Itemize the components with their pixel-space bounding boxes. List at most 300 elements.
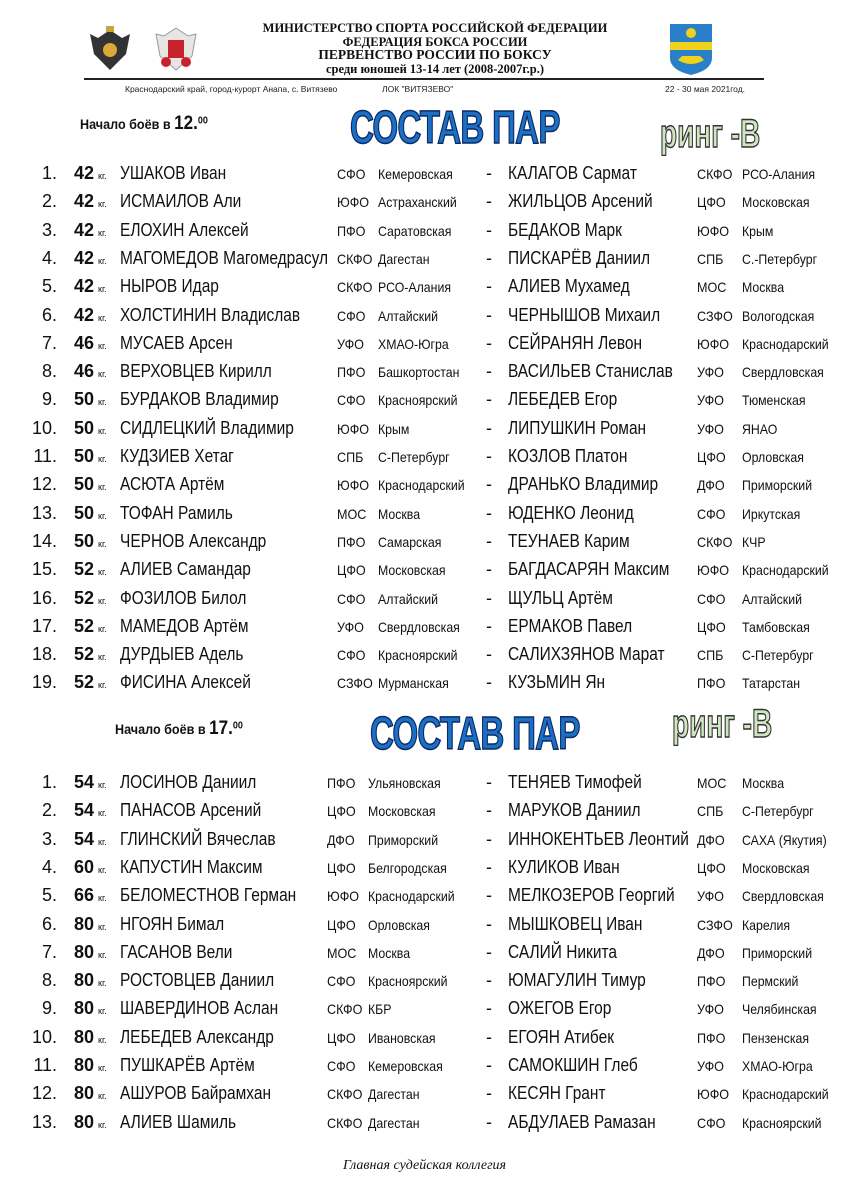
district-blue: ЦФО [697,859,726,876]
row-number: 15. [31,559,57,580]
pair-row [0,885,849,911]
region-blue: Алтайский [742,590,802,607]
district-red: СФО [337,590,366,607]
boxer-blue: ПИСКАРЁВ Даниил [508,247,651,268]
weight-class: 52 кг. [74,615,107,636]
district-red: СЗФО [337,675,373,692]
district-blue: УФО [697,364,724,381]
boxer-red: УШАКОВ Иван [120,163,227,183]
pair-row [0,970,849,996]
versus-dash: - [486,219,492,240]
region-red: Кемеровская [368,1058,443,1074]
district-blue: ЮФО [697,222,730,239]
start-time-label: Начало боёв в 17.00 [115,718,243,739]
versus-dash: - [486,828,492,849]
row-number: 11. [33,446,57,466]
weight-class: 42 кг. [74,304,107,325]
district-red: УФО [337,335,364,352]
pair-row [0,446,849,472]
region-blue: Орловская [742,449,804,465]
pair-row [0,942,849,968]
boxer-blue: БАГДАСАРЯН Максим [508,559,670,580]
versus-dash: - [486,800,492,821]
region-red: Ульяновская [368,775,441,791]
region-blue: Краснодарский [742,335,829,352]
district-red: СФО [337,166,366,182]
row-number: 10. [31,417,57,438]
boxer-blue: ВАСИЛЬЕВ Станислав [508,361,673,382]
versus-dash: - [486,1055,492,1075]
boxer-red: ГЛИНСКИЙ Вячеслав [120,828,276,849]
region-blue: Карелия [742,916,791,933]
district-red: ЦФО [327,1029,356,1046]
boxer-red: ШАВЕРДИНОВ Аслан [120,998,279,1019]
boxer-blue: ТЕНЯЕВ Тимофей [508,772,642,792]
district-red: ЦФО [337,562,366,579]
weight-class: 46 кг. [74,332,107,353]
weight-class: 50 кг. [74,530,107,551]
boxer-blue: КОЗЛОВ Платон [508,446,628,466]
row-number: 18. [31,644,57,665]
row-number: 5. [41,885,57,906]
boxer-blue: КУЛИКОВ Иван [508,856,620,877]
row-number: 8. [41,970,57,991]
pair-row [0,163,849,189]
boxer-red: ЛОСИНОВ Даниил [120,772,257,792]
row-number: 2. [41,800,57,821]
boxer-blue: БЕДАКОВ Марк [508,219,622,240]
age-group: среди юношей 13-14 лет (2008-2007г.р.) [325,62,545,76]
district-red: МОС [337,505,367,522]
district-blue: УФО [697,392,724,409]
region-red: Дагестан [368,1086,420,1103]
weight-class: 52 кг. [74,644,107,665]
boxer-blue: ЧЕРНЫШОВ Михаил [508,304,661,325]
boxer-blue: ЕРМАКОВ Павел [508,615,633,636]
district-blue: СПБ [697,803,724,820]
district-blue: СКФО [697,533,733,550]
russia-coat-of-arms-logo [88,24,132,72]
federation-title: ФЕДЕРАЦИЯ БОКСА РОССИИ [342,35,528,49]
dates: 22 - 30 мая 2021год. [665,84,746,94]
pair-row [0,914,849,940]
region-blue: Краснодарский [742,1086,829,1103]
boxing-federation-logo [152,24,200,72]
pair-row [0,616,849,642]
versus-dash: - [486,276,492,297]
district-red: СФО [337,392,366,409]
weight-class: 42 кг. [74,247,107,268]
region-blue: ЯНАО [742,420,778,437]
region-red: ХМАО-Югра [378,335,449,352]
header-divider [84,78,764,80]
district-red: СФО [327,973,356,990]
row-number: 17. [31,615,57,636]
weight-class: 54 кг. [74,828,107,849]
region-blue: Приморский [742,477,813,494]
weight-class: 50 кг. [74,446,107,466]
boxer-red: ХОЛСТИНИН Владислав [120,304,301,325]
ring-label: ринг -В [672,702,773,746]
region-red: Белгородская [368,859,447,876]
district-red: СКФО [337,250,373,267]
weight-class: 80 кг. [74,1111,107,1132]
versus-dash: - [486,998,492,1019]
row-number: 11. [33,1055,57,1075]
district-red: ЦФО [327,859,356,876]
boxer-red: ЛЕБЕДЕВ Александр [120,1026,274,1047]
boxer-blue: КУЗЬМИН Ян [508,672,606,693]
boxer-blue: ИННОКЕНТЬЕВ Леонтий [508,828,689,849]
boxer-blue: САЛИХЗЯНОВ Марат [508,644,665,665]
boxer-red: СИДЛЕЦКИЙ Владимир [120,417,294,438]
weight-class: 66 кг. [74,885,107,906]
region-red: Орловская [368,916,430,933]
row-number: 3. [41,828,57,849]
weight-class: 80 кг. [74,1055,107,1075]
region-blue: Пермский [742,973,799,990]
row-number: 14. [31,530,57,551]
pair-row [0,220,849,246]
district-red: ЮФО [337,194,370,211]
region-blue: Пензенская [742,1029,810,1046]
row-number: 4. [41,856,57,877]
boxer-red: ПУШКАРЁВ Артём [120,1055,255,1075]
boxer-blue: ЛИПУШКИН Роман [508,417,647,438]
pair-row [0,418,849,444]
region-blue: ХМАО-Югра [742,1058,813,1074]
pair-row [0,1112,849,1138]
region-red: Астраханский [378,194,457,211]
region-red: Саратовская [378,222,452,239]
pair-row [0,998,849,1024]
boxer-red: ПАНАСОВ Арсений [120,800,262,821]
weight-class: 52 кг. [74,559,107,580]
district-red: СФО [327,1058,356,1074]
boxer-blue: ДРАНЬКО Владимир [508,474,659,495]
region-blue: Москва [742,279,785,296]
boxer-red: ВЕРХОВЦЕВ Кирилл [120,361,272,382]
versus-dash: - [486,644,492,665]
region-blue: Тамбовская [742,618,810,635]
row-number: 12. [31,1083,57,1104]
versus-dash: - [486,885,492,906]
boxer-blue: САЛИЙ Никита [508,941,617,962]
weight-class: 52 кг. [74,672,107,693]
versus-dash: - [486,389,492,410]
row-number: 1. [41,163,57,183]
pair-row [0,1027,849,1053]
ministry-title: МИНИСТЕРСТВО СПОРТА РОССИЙСКОЙ ФЕДЕРАЦИИ [262,21,608,35]
boxer-blue: ЖИЛЬЦОВ Арсений [508,191,653,212]
district-blue: ПФО [697,675,726,692]
district-blue: ДФО [697,831,725,848]
pair-row [0,1055,849,1081]
boxer-blue: ЮМАГУЛИН Тимур [508,970,646,991]
district-red: СКФО [327,1086,363,1103]
district-blue: СКФО [697,166,733,182]
boxer-blue: ТЕУНАЕВ Карим [508,530,630,551]
weight-class: 80 кг. [74,1026,107,1047]
pair-row [0,829,849,855]
versus-dash: - [486,672,492,693]
district-blue: ПФО [697,973,726,990]
row-number: 7. [41,332,57,353]
region-red: РСО-Алания [378,279,452,296]
region-red: Крым [378,420,410,437]
versus-dash: - [486,446,492,466]
region-red: Москва [378,505,421,522]
boxer-red: АШУРОВ Байрамхан [120,1083,272,1104]
boxer-red: КУДЗИЕВ Хетаг [120,446,234,466]
district-red: ПФО [327,775,356,791]
district-blue: ПФО [697,1029,726,1046]
pair-row [0,361,849,387]
district-blue: МОС [697,775,727,791]
district-red: ЦФО [327,803,356,820]
region-blue: РСО-Алания [742,166,816,182]
region-red: Красноярский [378,647,458,664]
region-red: Краснодарский [368,888,455,905]
region-blue: Вологодская [742,307,815,324]
boxer-red: ДУРДЫЕВ Адель [120,644,244,665]
weight-class: 80 кг. [74,998,107,1019]
district-blue: ЦФО [697,618,726,635]
boxer-blue: КАЛАГОВ Сармат [508,163,637,183]
region-blue: Тюменская [742,392,806,409]
region-red: Свердловская [378,618,460,635]
row-number: 6. [41,913,57,934]
district-red: СКФО [327,1114,363,1131]
row-number: 9. [41,389,57,410]
pair-row [0,531,849,557]
boxer-blue: ОЖЕГОВ Егор [508,998,612,1019]
boxer-blue: ЕГОЯН Атибек [508,1026,614,1047]
pair-row [0,333,849,359]
boxer-blue: МАРУКОВ Даниил [508,800,641,821]
region-blue: Татарстан [742,675,801,692]
district-blue: СФО [697,1114,726,1131]
pair-row [0,857,849,883]
boxer-blue: АЛИЕВ Мухамед [508,276,630,297]
boxer-red: КАПУСТИН Максим [120,856,263,877]
row-number: 1. [41,772,57,792]
row-number: 12. [31,474,57,495]
pair-row [0,1083,849,1109]
district-red: ПФО [337,364,366,381]
pair-row [0,588,849,614]
region-red: Самарская [378,533,442,550]
region-red: Алтайский [378,307,438,324]
district-blue: СПБ [697,250,724,267]
district-red: ЮФО [337,477,370,494]
boxer-red: МАМЕДОВ Артём [120,615,249,636]
ring-label: ринг -В [660,112,761,156]
boxer-red: АЛИЕВ Самандар [120,559,251,580]
region-red: Мурманская [378,675,449,692]
versus-dash: - [486,941,492,962]
row-number: 13. [31,502,57,523]
region-blue: Московская [742,194,810,211]
row-number: 6. [41,304,57,325]
versus-dash: - [486,1111,492,1132]
district-red: МОС [327,944,357,961]
boxer-blue: МЕЛКОЗЕРОВ Георгий [508,885,675,906]
row-number: 5. [41,276,57,297]
versus-dash: - [486,615,492,636]
pair-row [0,503,849,529]
boxer-red: БЕЛОМЕСТНОВ Герман [120,885,297,906]
region-blue: С-Петербург [742,803,814,820]
versus-dash: - [486,417,492,438]
boxer-blue: ЮДЕНКО Леонид [508,502,634,523]
boxer-blue: АБДУЛАЕВ Рамазан [508,1111,656,1132]
weight-class: 80 кг. [74,913,107,934]
row-number: 3. [41,219,57,240]
district-blue: ЮФО [697,562,730,579]
region-blue: Московская [742,859,810,876]
pair-row [0,772,849,798]
region-blue: Красноярский [742,1114,822,1131]
venue: ЛОК "ВИТЯЗЕВО" [382,84,454,94]
row-number: 16. [31,587,57,608]
region-blue: Крым [742,222,774,239]
section-title: СОСТАВ ПАР [350,101,560,153]
weight-class: 52 кг. [74,587,107,608]
boxer-blue: САМОКШИН Глеб [508,1055,638,1075]
district-red: ЮФО [337,420,370,437]
region-red: Красноярский [368,973,448,990]
footer-signature: Главная судейская коллегия [342,1158,507,1173]
row-number: 8. [41,361,57,382]
versus-dash: - [486,1083,492,1104]
pair-row [0,672,849,698]
versus-dash: - [486,856,492,877]
pair-row [0,276,849,302]
region-red: Краснодарский [378,477,465,494]
region-red: Дагестан [378,250,430,267]
region-red: Москва [368,944,411,961]
district-red: СФО [337,307,366,324]
weight-class: 50 кг. [74,474,107,495]
pair-row [0,800,849,826]
weight-class: 46 кг. [74,361,107,382]
district-blue: УФО [697,420,724,437]
region-blue: Иркутская [742,505,801,522]
versus-dash: - [486,163,492,183]
boxer-blue: МЫШКОВЕЦ Иван [508,913,643,934]
boxer-red: НЫРОВ Идар [120,276,219,297]
versus-dash: - [486,970,492,991]
district-red: ДФО [327,831,355,848]
versus-dash: - [486,191,492,212]
start-time-label: Начало боёв в 12.00 [80,113,208,134]
row-number: 7. [41,941,57,962]
row-number: 13. [31,1111,57,1132]
region-blue: Краснодарский [742,562,829,579]
boxer-red: НГОЯН Бимал [120,913,225,934]
weight-class: 54 кг. [74,772,107,792]
region-blue: Приморский [742,944,813,961]
weight-class: 42 кг. [74,219,107,240]
versus-dash: - [486,587,492,608]
region-blue: КЧР [742,533,766,550]
weight-class: 50 кг. [74,502,107,523]
region-red: КБР [368,1001,392,1018]
row-number: 4. [41,247,57,268]
boxer-red: БУРДАКОВ Владимир [120,389,279,410]
district-blue: СФО [697,590,726,607]
row-number: 9. [41,998,57,1019]
boxer-red: ФИСИНА Алексей [120,672,251,693]
region-blue: С-Петербург [742,647,814,664]
boxer-red: МУСАЕВ Арсен [120,332,233,353]
row-number: 2. [41,191,57,212]
weight-class: 50 кг. [74,389,107,410]
region-red: Приморский [368,831,439,848]
versus-dash: - [486,1026,492,1047]
region-blue: Челябинская [742,1001,817,1018]
pair-row [0,248,849,274]
region-red: Кемеровская [378,166,453,182]
district-blue: СЗФО [697,307,733,324]
versus-dash: - [486,502,492,523]
district-red: ЮФО [327,888,360,905]
weight-class: 80 кг. [74,970,107,991]
district-red: ЦФО [327,916,356,933]
boxer-red: ИСМАИЛОВ Али [120,191,242,212]
section-title: СОСТАВ ПАР [370,707,580,759]
weight-class: 54 кг. [74,800,107,821]
district-blue: ДФО [697,477,725,494]
region-red: Алтайский [378,590,438,607]
district-blue: СФО [697,505,726,522]
versus-dash: - [486,559,492,580]
district-red: УФО [337,618,364,635]
pair-row [0,389,849,415]
boxer-red: МАГОМЕДОВ Магомедрасул [120,247,329,268]
pair-row [0,474,849,500]
region-red: Красноярский [378,392,458,409]
versus-dash: - [486,332,492,353]
region-red: С-Петербург [378,449,450,465]
region-red: Московская [378,562,446,579]
district-blue: УФО [697,1001,724,1018]
district-blue: ЮФО [697,1086,730,1103]
weight-class: 80 кг. [74,941,107,962]
district-blue: УФО [697,888,724,905]
region-blue: Москва [742,775,785,791]
weight-class: 42 кг. [74,163,107,183]
district-blue: УФО [697,1058,724,1074]
weight-class: 42 кг. [74,276,107,297]
district-blue: ЦФО [697,449,726,465]
district-blue: СПБ [697,647,724,664]
boxer-red: РОСТОВЦЕВ Даниил [120,970,275,991]
district-blue: СЗФО [697,916,733,933]
boxer-blue: СЕЙРАНЯН Левон [508,332,643,353]
region-red: Московская [368,803,436,820]
district-red: СФО [337,647,366,664]
anapa-coat-of-arms-logo [668,22,714,76]
boxer-red: АСЮТА Артём [120,474,225,495]
versus-dash: - [486,474,492,495]
championship-title: ПЕРВЕНСТВО РОССИИ ПО БОКСУ [318,47,552,62]
row-number: 10. [31,1026,57,1047]
region-red: Башкортостан [378,364,460,381]
location: Краснодарский край, город-курорт Анапа, с. Витязево [125,84,338,94]
district-red: ПФО [337,533,366,550]
